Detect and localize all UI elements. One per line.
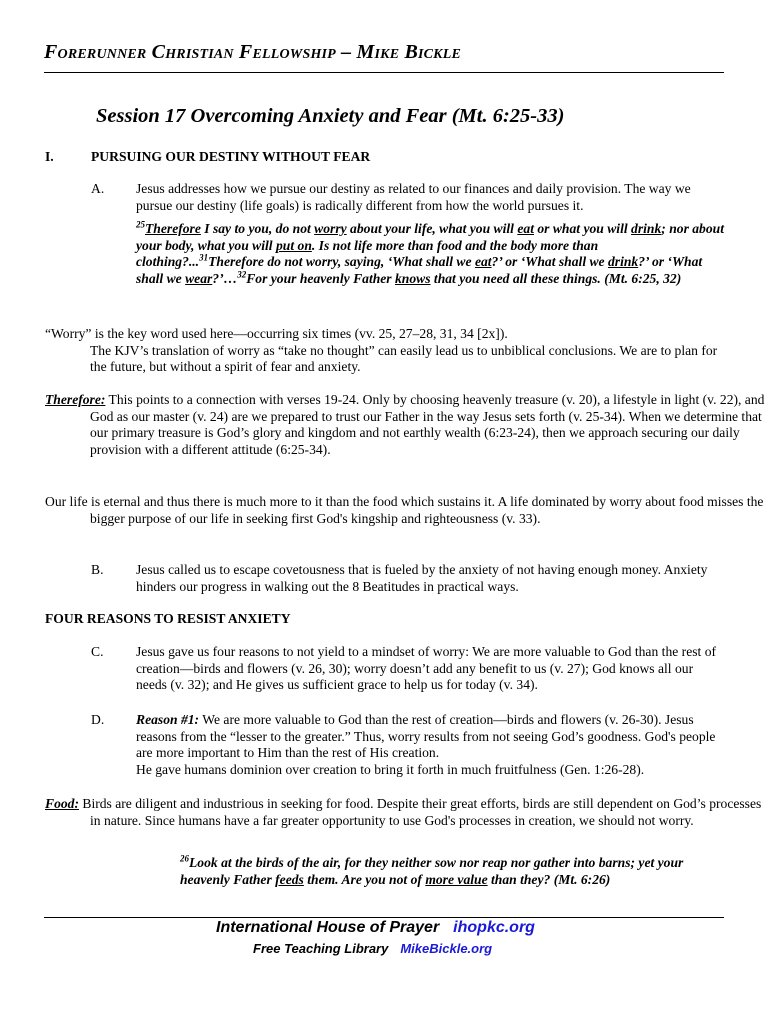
page-header	[44, 41, 724, 63]
scripture-text: ; nor about your body, what you will	[136, 221, 724, 253]
therefore-label: Therefore:	[45, 392, 106, 407]
item-d-body: We are more valuable to God than the rest of creation—birds and flowers (v. 26-30). Jesus reasons from the “lesser to the greater.” Thus, worry results from not seeing God’s goodness. God's people are more important to Him than the rest of His creation.	[136, 712, 716, 760]
underlined-word: wear	[185, 270, 213, 286]
verse-number: 31	[199, 252, 209, 263]
scripture-text: that you need all these things. (Mt. 6:25, 32)	[430, 270, 682, 286]
scripture-text: Therefore do not worry, saying, ‘What shall we	[208, 254, 475, 269]
section-numeral: I.	[45, 149, 54, 164]
underlined-word: knows	[395, 270, 431, 286]
worry-line-1: “Worry” is the key word used here—occurring six times (vv. 25, 27–28, 31, 34 [2x]).	[45, 326, 508, 341]
scripture-text: or what you will	[533, 221, 632, 236]
footer-org-line	[216, 920, 535, 937]
underlined-word: put on	[275, 237, 312, 253]
underlined-word: feeds	[275, 871, 304, 887]
item-c-letter: C.	[91, 644, 104, 659]
food-paragraph	[45, 796, 768, 829]
underlined-word: eat	[474, 254, 492, 269]
verse-number: 25	[136, 219, 145, 230]
scripture-text: I say to you, do not	[200, 221, 315, 236]
therefore-text: This points to a connection with verses 19-24. Only by choosing heavenly treasure (v. 20), a lifestyle in light (v. 22), and God as our master (v. 24) are we prepared to trust our Father in the way Jesus sets forth (v. 25-34). When we determine that our primary treasure is God’s glory and kingdom and not earthly wealth (6:23-24), then we approach securing our daily provision with a different attitude (6:25-34).	[90, 392, 765, 457]
worry-paragraph	[45, 326, 725, 376]
session-title: Session 17 Overcoming Anxiety and Fear (Mt. 6:25-33)	[96, 105, 565, 127]
food-label: Food:	[45, 796, 79, 811]
scripture-text: Look at the birds of the air, for they neither sow nor reap nor gather into barns; yet your heavenly Father	[180, 855, 684, 887]
underlined-word: Therefore	[145, 221, 201, 236]
verse-number: 26	[180, 853, 189, 864]
footer-rule	[44, 917, 724, 918]
header-title: Forerunner Christian Fellowship – Mike Bickle	[44, 41, 461, 63]
header-rule	[44, 72, 724, 73]
footer-org: International House of Prayer	[216, 919, 440, 936]
life-paragraph: Our life is eternal and thus there is much more to it than the food which sustains it. A life dominated by worry about food misses the bigger purpose of our life in seeking first God's kingship and righteousness (v. 33).	[45, 494, 764, 526]
item-d-text	[136, 712, 726, 778]
scripture-text: ?’…	[212, 270, 238, 286]
underlined-word: worry	[314, 221, 347, 236]
scripture-block-2	[180, 855, 725, 888]
scripture-text: For your heavenly Father	[246, 270, 395, 286]
section-heading: PURSUING OUR DESTINY WITHOUT FEAR	[91, 149, 371, 164]
scripture-text: them. Are you not of	[303, 871, 426, 887]
item-b-letter: B.	[91, 562, 104, 577]
reason-label: Reason #1:	[136, 712, 200, 727]
footer-library-line	[253, 941, 492, 958]
therefore-paragraph	[45, 392, 768, 458]
verse-number: 32	[237, 268, 247, 279]
scripture-text: ?’ or ‘What shall we	[136, 254, 703, 286]
footer-library: Free Teaching Library	[253, 941, 389, 956]
underlined-word: drink	[631, 221, 662, 236]
scripture-block-1	[136, 221, 726, 287]
footer-library-link[interactable]: MikeBickle.org	[400, 941, 493, 956]
item-b-text: Jesus called us to escape covetousness that is fueled by the anxiety of not having enough money. Anxiety hinders our progress in walking out the 8 Beatitudes in practical ways.	[136, 562, 708, 594]
scripture-text: ?’ or ‘What shall we	[491, 254, 608, 269]
scripture-text: than they? (Mt. 6:26)	[487, 871, 611, 887]
item-c-text: Jesus gave us four reasons to not yield to a mindset of worry: We are more valuable to God than the rest of creation—birds and flowers (v. 26, 30); worry doesn’t add any benefit to us (v. 27); God knows all our needs (v. 32); and He gives us sufficient grace to help us for today (v. 34).	[136, 644, 717, 692]
item-a-text: Jesus addresses how we pursue our destiny as related to our finances and daily provision. The way we pursue our destiny (life goals) is radically different from how the world pursues it.	[136, 181, 691, 213]
underlined-word: more value	[425, 871, 488, 887]
scripture-text: about your life, what you will	[346, 221, 518, 236]
item-a-letter: A.	[91, 181, 105, 196]
section-2-heading: FOUR REASONS TO RESIST ANXIETY	[45, 611, 291, 626]
footer-org-link[interactable]: ihopkc.org	[453, 919, 535, 936]
underlined-word: eat	[517, 221, 534, 236]
item-d-line-2: He gave humans dominion over creation to bring it forth in much fruitfulness (Gen. 1:26-28).	[136, 761, 645, 777]
worry-line-2: The KJV’s translation of worry as “take no thought” can easily lead us to unbiblical conclusions. We are to plan for the future, but without a spirit of fear and anxiety.	[90, 342, 718, 374]
food-text: Birds are diligent and industrious in seeking for food. Despite their great efforts, birds are still dependent on God’s processes in nature. Since humans have a far greater opportunity to use God's processes in creation, we should not worry.	[78, 796, 762, 828]
scripture-text: . Is not life more than food and the body more than clothing?...	[136, 237, 599, 269]
underlined-word: drink	[608, 254, 639, 269]
item-d-letter: D.	[91, 712, 105, 727]
